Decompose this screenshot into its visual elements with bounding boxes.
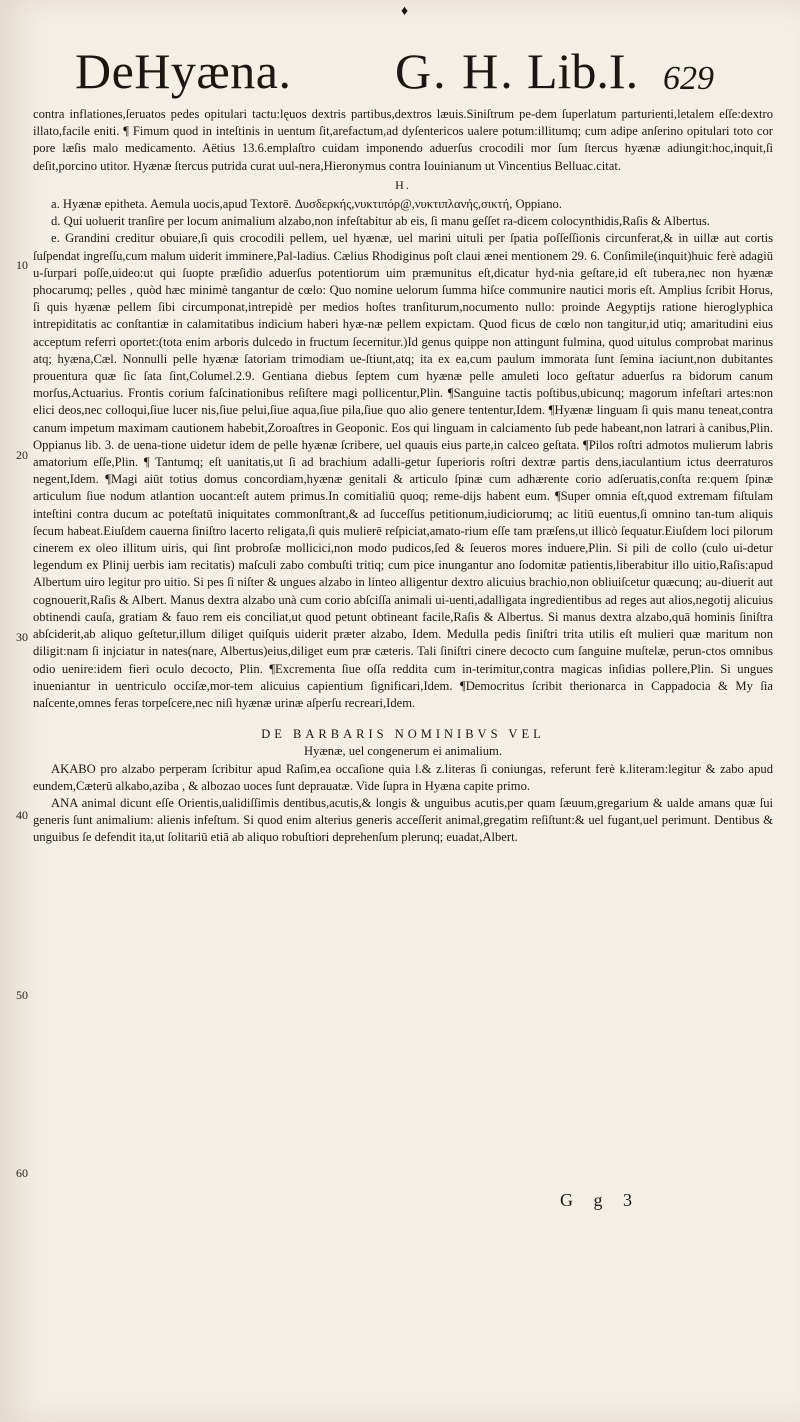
section-heading: DE BARBARIS NOMINIBVS VEL [261, 727, 545, 742]
section-subheading: Hyænæ, uel congenerum ei animalium. [304, 744, 502, 759]
section-letter: H. [395, 177, 411, 192]
running-header [55, 38, 773, 112]
line-number: 40 [16, 808, 28, 822]
entry: AKABO pro alzabo perperam ſcribitur apud Raſim,ea occaſione quia l.& z.literas ſi coniungas, referunt ferè k.literam:legitur & zabo apud eundem,Cæterū alkabo,aziba , & albozao uoces ſunt deprauatæ. Vide ſupra in Hyæna capite primo. [33, 761, 773, 793]
paragraph: a. Hyænæ epitheta. Aemula uocis,apud Textorē. Δυσδερκής,νυκτιπόρ@,νυκτιπλανής,σικτή, Oppiano. [51, 197, 563, 212]
ornament-mark: ♦ [401, 4, 409, 19]
page-number: 629 [663, 60, 714, 97]
signature-mark: G g 3 [560, 1190, 640, 1210]
paragraph: contra inflationes,ſeruatos pedes opitulari tactu:lęuos dextris partibus,dextros læuis.Siniſtrum pe-dem ſuperlatum parturienti,letalem eſſe:dextro illato,facile eniti. ¶ Fimum quod in inteſtinis in uentum ſit,arefactum,ad dyſentericos ualere potum:illitumq; cum adipe anſerino opitulari toto cor pore læſis malo medicamento. Aëtius 13.6.emplaſtro cuidam imponendo aduerſus crocodili mor ſum ſtercus hyænæ adiungit:hoc,inquit,ſi deſit,porcino utitor. Hyænæ ſtercus putrida curat uul-nera,Hieronymus contra Iouinianum ut Vincentius Belluac.citat. [33, 107, 773, 173]
header-title: DeHyæna. [75, 43, 292, 99]
line-number: 30 [16, 630, 28, 644]
line-number: 20 [16, 448, 28, 462]
line-number: 10 [16, 258, 28, 272]
line-number: 60 [16, 1166, 28, 1180]
main-text [33, 106, 773, 847]
entry: ANA animal dicunt eſſe Orientis,ualidiſſimis dentibus,acutis,& longis & unguibus acutis,per quam ſæuum,gregarium & ualde amans quæ ſui generis ſunt animalium: alienis infeſtum. Si quod enim alterius generis acceſſerit animal,gregatim reſiſtunt:& uel fugant,uel perimunt. Dentibus & unguibus ſe defendit ita,ut ſolitariū etiā ab aliquo robuſtiori deprehenſum plerunq; euadat,Albert. [33, 795, 773, 845]
header-author: G. H. [395, 43, 515, 99]
paragraph: e. Grandini creditur obuiare,ſi quis crocodili pellem, uel hyænæ, uel marini uituli per ſpatia poſſeſſionis circunferat,& in uillæ aut cortis ſuſpendat ingreſſu,cum malum uiderit imminere,Pal-ladius. Cælius Rhodiginus poſt claui ænei mentionem 29. 6. Conſimile(inquit)huic ferè adagiū u-ſurpari poſſe,uideo:ut qui ſuopte præſidio aduerſus potentiorum uim præmunitus eſt,dicatur hyd-nia geſtare,id eſt tubera,nec non hyænæ phocarumq; pelles , quòd hæc minimè tangantur de cœlo: Quo nomine uelorum ſumma hiſce communire nautici moris eſt. Amplius ſcribit Horus, ſi quis hyænæ pellem ſibi circumponat,intrepidè per medios hoſtes tranſiturum,nocumento nullo: proinde Aegyptijs ratione hieroglyphica intrepiditatis ac conſtantiæ in calamitatibus indicium haberi hyæ-næ pellem expictam. Quod ficus de cœlo non tangitur,id utiq; amaritudini eius acceptum referri oportet:(tota enim arboris dulcedo in fructum ſecernitur.)Id genus quippe non attingunt fulmina, quod uitulus comprobat marinus atq; hyæna,Cæl. Nonnulli pelle hyænæ ſatoriam trimodiam ue-ſtiunt,atq; ita ex ea,cum paulum immorata ſunt ſemina iaciunt,non dubitantes prouentura quæ ſic ſata ſint,Columel.2.9. Gentiana diebus ſeptem cum hyænæ pelle amuleti loco geſtatur aduerſus ra bidorum canum morſus,Actuarius. Frontis corium faſcinationibus reſiſtere magi pollicentur,Plin. ¶Sanguine tactis poſtibus,ubicunq; magorum infeſtari artes:non elici deos,nec colloqui,ſiue lucer nis,ſiue pelui,ſiue aqua,ſiue pila,ſiue quo alio genere tententur,Idem. ¶Hyænæ linguam ſi quis manu teneat,contra canum impetum maximam cautionem habebit,Zoroaſtres in Geoponic. Eos qui linguam in calciamento ſub pede habeant,non latrari à canibus,Plin. Oppianus lib. 3. de uena-tione uidetur idem de pelle hyænæ ſcribere, uel quauis eius parte,in calceo geſtata. ¶Pilos roſtri admotos mulierum labris amatorium eſſe,Plin. ¶ Tantumq; eſt uanitatis,ut ſi ad brachium adalli-getur ſuperioris roſtri dextræ partis dens,iaculantium ictus deerraturos negent,Idem. ¶Magi aiūt totius domus concordiam,hyænæ genitali & articulo ſpinæ cum adhærente corio adſeruatis,conſta re:quem ſpinæ articulum ſiue nodum atlantion uocant:eſt autem primus.In comitialiū quoq; reme-dijs habent eum. ¶Super omnia eſt,quod extremam fiſtulam inteſtini contra ducum ac poteſtatū iniquitates commonſtrant,& ad ſucceſſus petitionum,iudiciorumq; ac litiū euentus,ſi omnino tan-tum aliquis ſecum habeat.Eiuſdem cauerna ſiniſtro lacerto religata,ſi quis mulierē reſpiciat,amato-rium eſſe tam præſens,ut illicò ſequatur.Eiuſdem loci pilorum cinerem ex oleo illitum uiris, qui ſint probroſæ mollicici,non modo pudicos,ſed & ſeueros mores induere,Plin. Si pili de collo (culo ui-detur legendum ex Plinij uerbis iam recitatis) maſculi zabo combuſti tritiq; cum pice inungantur ano ſodomitæ patientis,liberabitur illo uitio,Raſis:apud Albertum uiro legitur pro uitio. Si pes ſi niſter & ungues alzabo in linteo alligentur dextro alicuius brachio,non obliuiſcetur quæcunq; au-diuerit aut cognouerit,Raſis & Albert. Manus dextra alzabo unà cum corio abſciſſa animali ui-uenti,adalligata ingredientibus ad reges aut alios,negotij alicuius obtinendi cauſa, gratiam & fauo rem eis conciliat,ut quod petunt obtineant facile,Raſis & Albertus. Si manus dextra alzabo,quā hominis ſiniſtra abſciderit,ab aliquo geſtetur,illum diliget quiſquis uiderit præter alzabo, Idem. Medulla pedis ſiniſtri trita utilis eſt mulieri quæ maritum non diligit:nam ſi injciatur in nates(nare, Albertus)eius,diliget eum præ cæteris. Tali ſiniſtri cinere decocto cum ſanguine muſtelæ, perun-ctos omnibus odio uenire:idem fieri oculo decocto, Plin. ¶Excrementa ſiue oſſa reddita cum in-terimitur,contra magicas inſidias pollere,Plin. Si ungues inueniantur in uentriculo occiſæ,mor-tem alicuius capientium ſignificari,Idem. ¶Democritus ſcribit therionarca in Cappadocia & My ſia naſcente,omnes feras torpeſcere,nec niſi hyænæ urinæ aſperſu recreari,Idem. [33, 231, 773, 710]
line-number: 50 [16, 988, 28, 1002]
header-book: Lib.I. [527, 43, 639, 99]
paragraph: d. Qui uoluerit tranſire per locum animalium alzabo,non infeſtabitur ab eis, ſi manu geſſet ra-dicem colocynthidis,Raſis & Albertus. [51, 214, 710, 229]
